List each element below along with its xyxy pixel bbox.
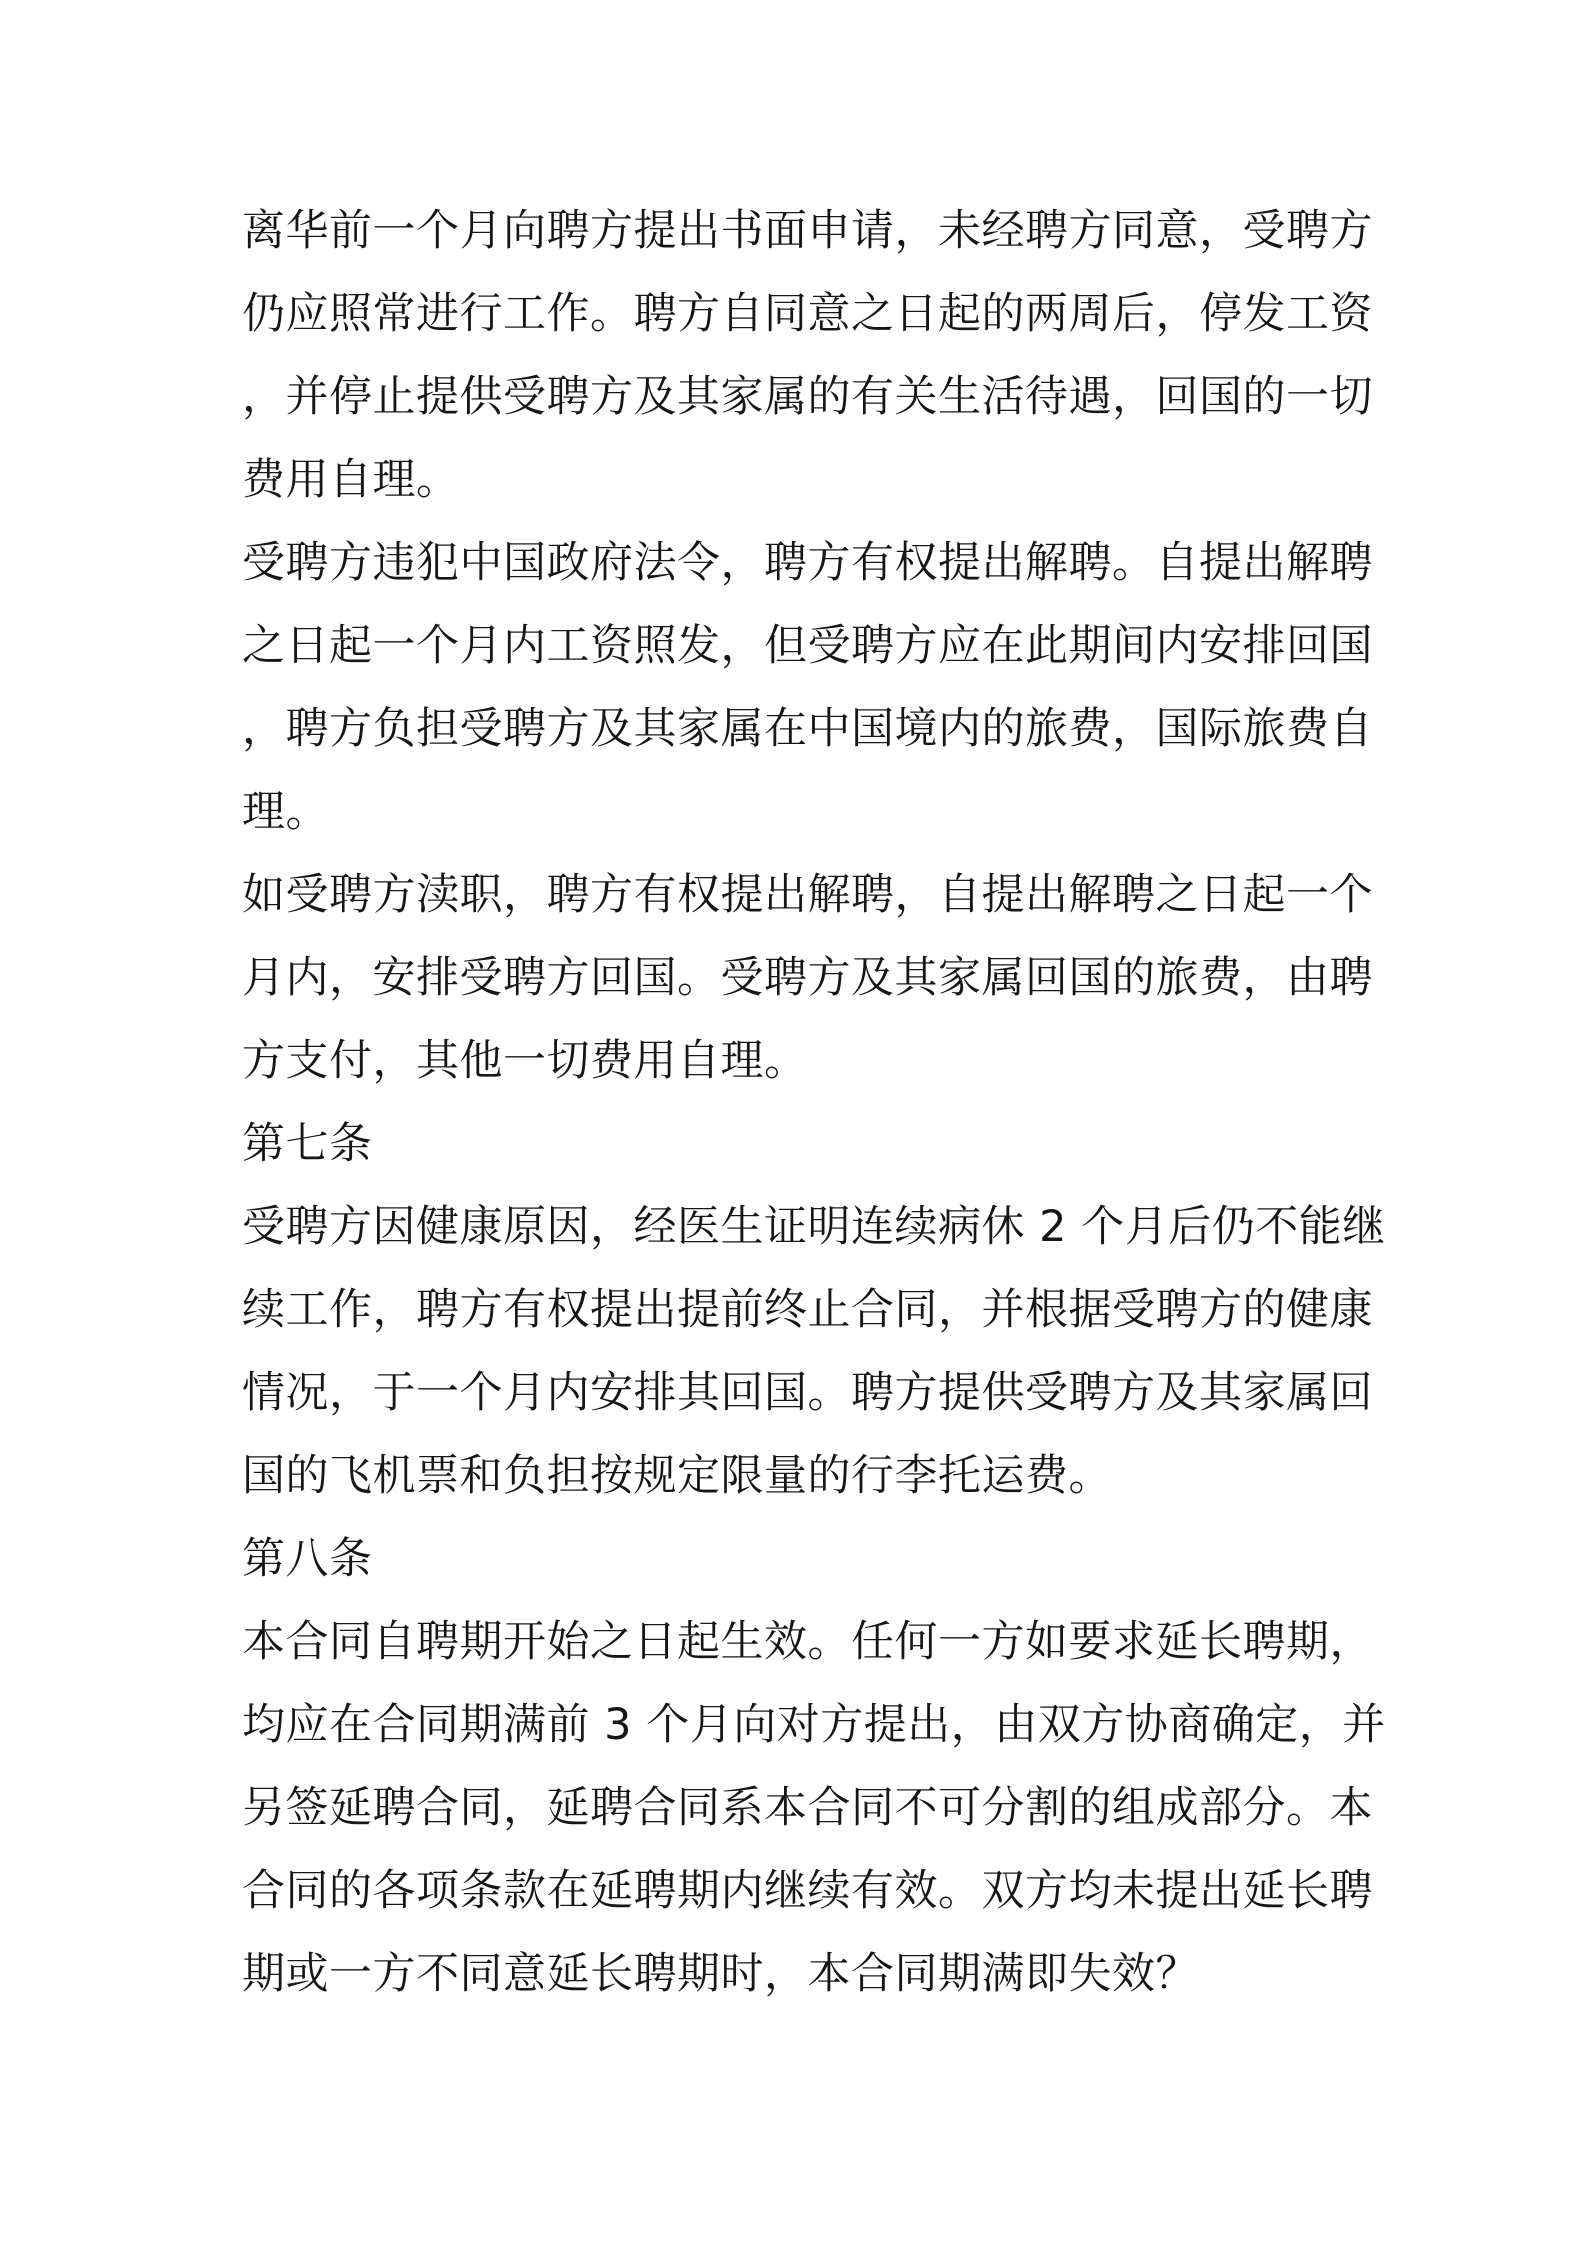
article-heading: 第八条 — [242, 1534, 373, 1584]
text-line: ，并停止提供受聘方及其家属的有关生活待遇，回国的一切 — [242, 372, 1373, 422]
document-body — [242, 190, 1386, 2016]
text-line: 如受聘方渎职，聘方有权提出解聘，自提出解聘之日起一个 — [242, 870, 1373, 920]
text-line: ，聘方负担受聘方及其家属在中国境内的旅费，国际旅费自 — [242, 704, 1373, 754]
article-heading: 第七条 — [242, 1119, 373, 1169]
text-line: 受聘方因健康原因，经医生证明连续病休 2 个月后仍不能继 — [242, 1202, 1386, 1252]
text-line: 本合同自聘期开始之日起生效。任何一方如要求延长聘期， — [242, 1617, 1373, 1667]
text-line: 月内，安排受聘方回国。受聘方及其家属回国的旅费，由聘 — [242, 953, 1373, 1003]
text-line: 仍应照常进行工作。聘方自同意之日起的两周后，停发工资 — [242, 289, 1373, 339]
text-line: 均应在合同期满前 3 个月向对方提出，由双方协商确定，并 — [242, 1700, 1386, 1750]
text-line: 费用自理。 — [242, 455, 460, 505]
text-line: 方支付，其他一切费用自理。 — [242, 1036, 808, 1086]
text-line: 之日起一个月内工资照发，但受聘方应在此期间内安排回国 — [242, 621, 1373, 671]
text-line: 理。 — [242, 787, 329, 837]
text-line: 受聘方违犯中国政府法令，聘方有权提出解聘。自提出解聘 — [242, 538, 1373, 588]
text-line: 合同的各项条款在延聘期内继续有效。双方均未提出延长聘 — [242, 1866, 1373, 1916]
text-line: 离华前一个月向聘方提出书面申请，未经聘方同意，受聘方 — [242, 206, 1373, 256]
text-line: 续工作，聘方有权提出提前终止合同，并根据受聘方的健康 — [242, 1285, 1373, 1335]
text-line: 期或一方不同意延长聘期时，本合同期满即失效？ — [242, 1949, 1199, 1999]
text-line: 另签延聘合同，延聘合同系本合同不可分割的组成部分。本 — [242, 1783, 1373, 1833]
text-line: 情况，于一个月内安排其回国。聘方提供受聘方及其家属回 — [242, 1368, 1373, 1418]
text-line: 国的飞机票和负担按规定限量的行李托运费。 — [242, 1451, 1112, 1501]
